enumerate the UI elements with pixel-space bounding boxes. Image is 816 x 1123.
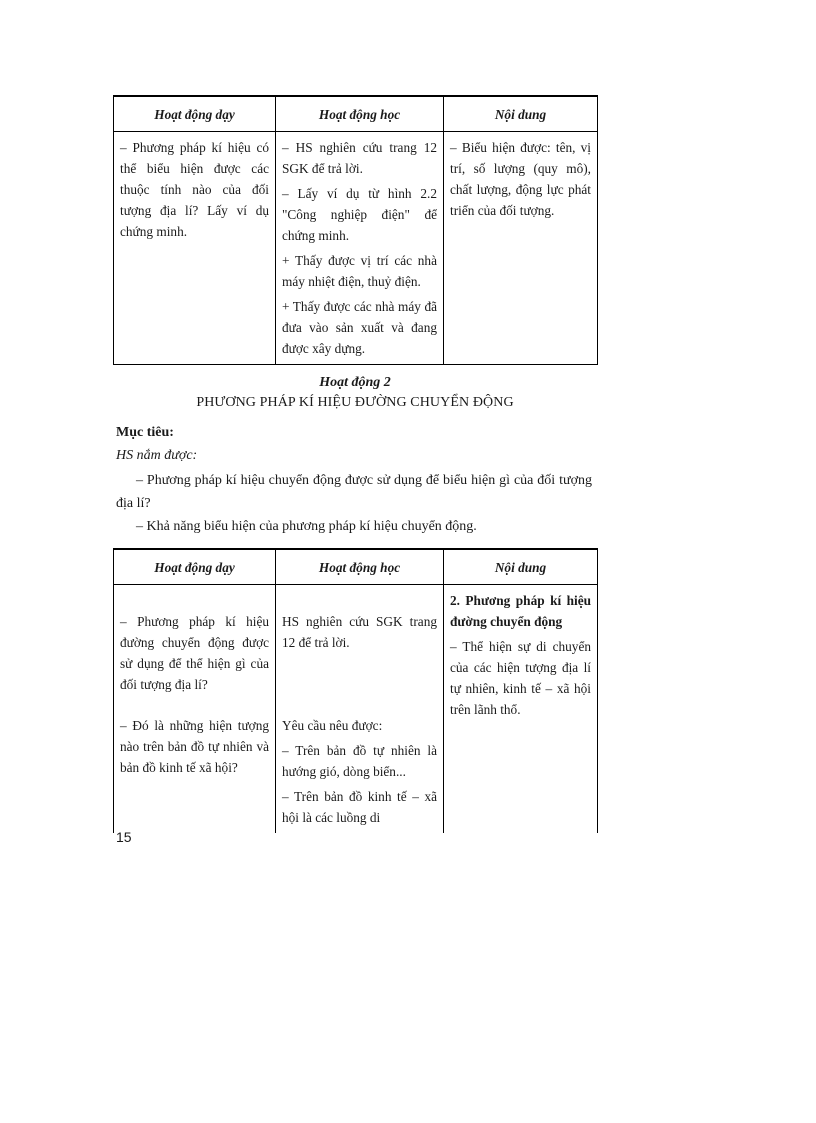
learning-text: + Thấy được vị trí các nhà máy nhiệt điện, thuỷ điện. <box>282 253 437 289</box>
teaching-text: – Đó là những hiện tượng nào trên bản đồ tự nhiên và bản đồ kinh tế xã hội? <box>120 718 269 775</box>
teaching-cell <box>114 132 276 365</box>
learning-cell <box>276 585 444 834</box>
table-header-row <box>114 549 598 585</box>
teaching-cell <box>114 585 276 834</box>
header-teaching: Hoạt động dạy <box>114 549 276 585</box>
content-title: 2. Phương pháp kí hiệu đường chuyển động <box>450 593 591 629</box>
learning-text: – HS nghiên cứu trang 12 SGK để trả lời. <box>282 140 437 176</box>
content-cell <box>444 132 598 365</box>
header-learning: Hoạt động học <box>276 549 444 585</box>
table-row <box>114 585 598 834</box>
content-text: – Biểu hiện được: tên, vị trí, số lượng (quy mô), chất lượng, động lực phát triển của đối tượng. <box>450 140 591 218</box>
objective-item: – Khả năng biểu hiện của phương pháp kí hiệu chuyển động. <box>136 519 477 534</box>
objective-label: Mục tiêu: <box>116 425 174 440</box>
learning-text: – Lấy ví dụ từ hình 2.2 "Công nghiệp điện" để chứng minh. <box>282 186 437 243</box>
learning-text: + Thấy được các nhà máy đã đưa vào sản xuất và đang được xây dựng. <box>282 299 437 356</box>
header-content: Nội dung <box>444 549 598 585</box>
objective-subheading: HS nắm được: <box>116 448 198 463</box>
content-text: – Thể hiện sự di chuyển của các hiện tượng địa lí tự nhiên, kinh tế – xã hội trên lãnh thổ. <box>450 639 591 717</box>
activities-table-1 <box>113 95 598 365</box>
learning-text: HS nghiên cứu SGK trang 12 để trả lời. <box>282 614 437 650</box>
content-cell <box>444 585 598 834</box>
objective-item: – Phương pháp kí hiệu chuyển động được sử dụng để biểu hiện gì của đối tượng địa lí? <box>116 473 592 511</box>
activities-table-2 <box>113 548 598 833</box>
header-teaching: Hoạt động dạy <box>114 96 276 132</box>
section-title: PHƯƠNG PHÁP KÍ HIỆU ĐƯỜNG CHUYỂN ĐỘNG <box>196 395 514 410</box>
page-number: 15 <box>116 829 132 845</box>
learning-cell <box>276 132 444 365</box>
activity-heading: Hoạt động 2 <box>319 375 391 390</box>
table-header-row <box>114 96 598 132</box>
learning-text: – Trên bản đồ kinh tế – xã hội là các luồng di <box>282 789 437 825</box>
learning-text: – Trên bản đồ tự nhiên là hướng gió, dòng biển... <box>282 743 437 779</box>
teaching-text: – Phương pháp kí hiệu có thể biểu hiện được các thuộc tính nào của đối tượng địa lí? Lấy ví dụ chứng minh. <box>120 140 269 239</box>
teaching-text: – Phương pháp kí hiệu đường chuyển động được sử dụng để thể hiện gì của đối tượng địa lí? <box>120 614 269 692</box>
header-content: Nội dung <box>444 96 598 132</box>
learning-text: Yêu cầu nêu được: <box>282 718 383 733</box>
header-learning: Hoạt động học <box>276 96 444 132</box>
table-row <box>114 132 598 365</box>
